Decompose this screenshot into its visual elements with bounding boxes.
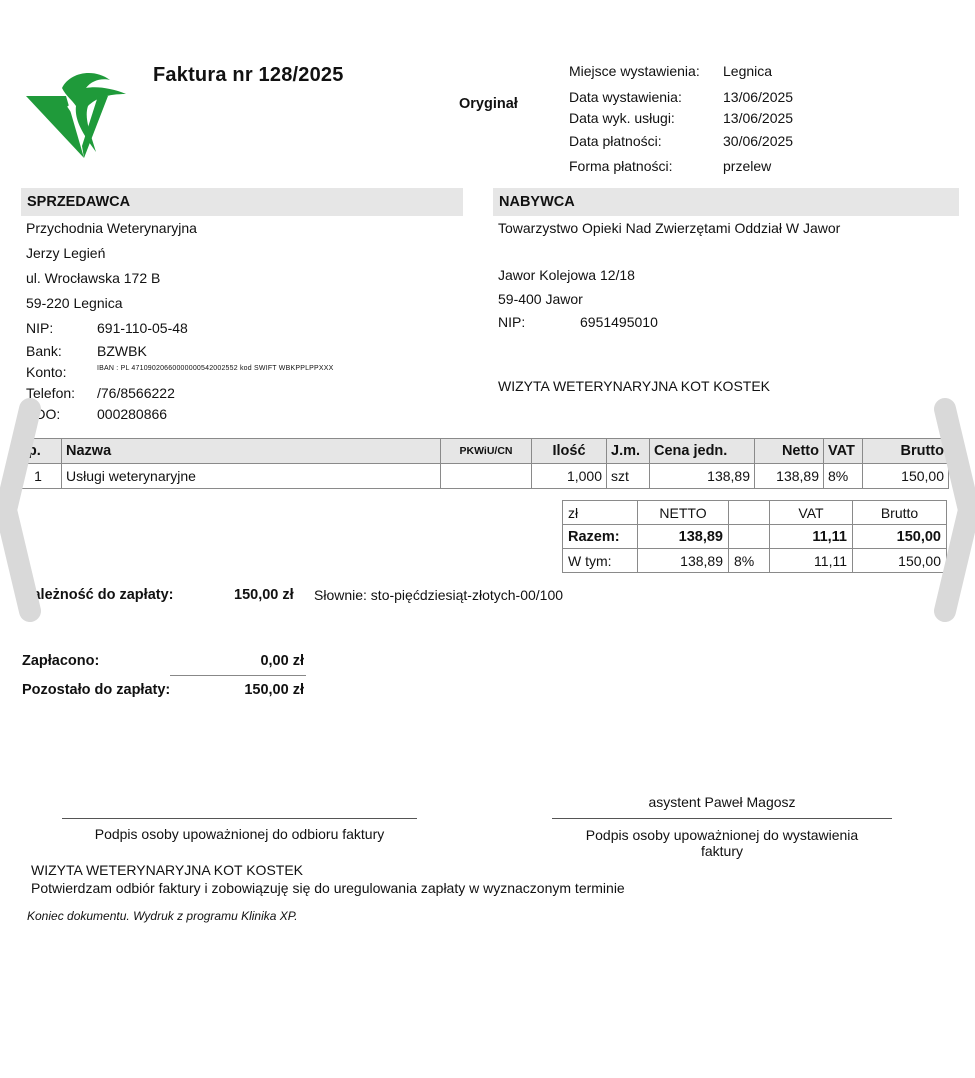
table-row: [15, 464, 949, 489]
meta-value: 13/06/2025: [723, 110, 794, 126]
col-name: Nazwa: [62, 439, 441, 464]
col-unit-price: Cena jedn.: [650, 439, 755, 464]
cell-unit: szt: [607, 464, 650, 489]
col-gross: Brutto: [863, 439, 949, 464]
meta-label: Forma płatności:: [569, 158, 673, 174]
seller-nip-label: NIP:: [26, 320, 54, 336]
issuer-caption-line1: Podpis osoby upoważnionej do wystawienia: [585, 827, 859, 843]
seller-bank-value: BZWBK: [97, 343, 147, 359]
items-table: [14, 438, 949, 489]
totals-header-row: [563, 501, 947, 525]
clinic-logo: [22, 66, 130, 166]
amount-due-label: Należność do zapłaty:: [22, 587, 174, 603]
seller-nip-value: 691-110-05-48: [97, 320, 188, 336]
meta-value: 13/06/2025: [723, 89, 794, 105]
receiver-signature-caption: Podpis osoby upoważnionej do odbioru faktury: [94, 826, 385, 842]
totals-sum-net: 138,89: [638, 525, 729, 549]
paid-underline: [170, 675, 306, 676]
seller-city: 59-220 Legnica: [26, 295, 123, 311]
buyer-city: 59-400 Jawor: [498, 291, 583, 307]
col-qty: Ilość: [532, 439, 607, 464]
chevron-right-icon[interactable]: [931, 395, 975, 625]
seller-account-label: Konto:: [26, 364, 67, 380]
issuer-signature-caption: [552, 827, 892, 859]
seller-bdo-value: 000280866: [97, 406, 168, 422]
totals-sum-label: Razem:: [563, 525, 638, 549]
remaining-label: Pozostało do zapłaty:: [22, 682, 171, 698]
seller-bank-label: Bank:: [26, 343, 62, 359]
col-vat: VAT: [824, 439, 863, 464]
seller-street: ul. Wrocławska 172 B: [26, 270, 161, 286]
seller-bdo-label: BDO:: [26, 406, 61, 422]
seller-phone-value: /76/8566222: [97, 385, 175, 401]
paid-label: Zapłacono:: [22, 653, 100, 669]
cell-vat: 8%: [824, 464, 863, 489]
chevron-left-icon[interactable]: [0, 395, 44, 625]
cell-qty: 1,000: [532, 464, 607, 489]
totals-gross-head: Brutto: [853, 501, 947, 525]
totals-breakdown-gross: 150,00: [853, 549, 947, 573]
issuer-caption-line2: faktury: [700, 843, 743, 859]
totals-breakdown-label: W tym:: [563, 549, 638, 573]
buyer-nip-label: NIP:: [498, 314, 526, 330]
cell-lp: 1: [15, 464, 62, 489]
seller-nip: [26, 320, 326, 338]
col-lp: Lp.: [15, 439, 62, 464]
buyer-name: Towarzystwo Opieki Nad Zwierzętami Oddział W Jawor: [498, 220, 841, 236]
totals-sum-gross: 150,00: [853, 525, 947, 549]
seller-person: Jerzy Legień: [26, 245, 106, 261]
amount-due-value: 150,00 zł: [234, 587, 294, 603]
seller-account-value: IBAN : PL 47109020660000000542002552 kod SWIFT WBKPPLPPXXX: [97, 365, 334, 372]
seller-account: [26, 364, 426, 382]
remaining-value: 150,00 zł: [244, 682, 304, 698]
buyer-nip: [498, 314, 798, 332]
footer-note: WIZYTA WETERYNARYJNA KOT KOSTEK: [31, 862, 304, 878]
seller-heading: SPRZEDAWCA: [21, 188, 463, 216]
buyer-street: Jawor Kolejowa 12/18: [498, 267, 635, 283]
buyer-note: WIZYTA WETERYNARYJNA KOT KOSTEK: [498, 378, 771, 394]
seller-phone: [26, 385, 326, 403]
totals-breakdown-net: 138,89: [638, 549, 729, 573]
buyer-nip-value: 6951495010: [580, 314, 658, 330]
totals-rate-head: [729, 501, 770, 525]
seller-bank: [26, 343, 326, 361]
cell-unit-price: 138,89: [650, 464, 755, 489]
amount-in-words: Słownie: sto-pięćdziesiąt-złotych-00/100: [314, 587, 564, 603]
col-unit: J.m.: [607, 439, 650, 464]
col-pkwiu: PKWiU/CN: [441, 439, 532, 464]
meta-label: Data wyk. usługi:: [569, 110, 675, 126]
items-header-row: [15, 439, 949, 464]
totals-breakdown-vat: 11,11: [770, 549, 853, 573]
buyer-heading: NABYWCA: [493, 188, 959, 216]
col-net: Netto: [755, 439, 824, 464]
meta-value: 30/06/2025: [723, 133, 794, 149]
seller-bdo: [26, 406, 326, 424]
cell-net: 138,89: [755, 464, 824, 489]
meta-value: przelew: [723, 158, 772, 174]
totals-net-head: NETTO: [638, 501, 729, 525]
totals-breakdown-row: [563, 549, 947, 573]
cell-gross: 150,00: [863, 464, 949, 489]
meta-label: Data płatności:: [569, 133, 662, 149]
invoice-title: Faktura nr 128/2025: [153, 64, 344, 86]
cell-pkwiu: [441, 464, 532, 489]
seller-phone-label: Telefon:: [26, 385, 76, 401]
meta-label: Miejsce wystawienia:: [569, 63, 700, 79]
totals-currency: zł: [563, 501, 638, 525]
cell-name: Usługi weterynaryjne: [62, 464, 441, 489]
original-label: Oryginał: [459, 96, 518, 112]
meta-value: Legnica: [723, 63, 773, 79]
paid-value: 0,00 zł: [260, 653, 304, 669]
totals-table: [562, 500, 947, 573]
meta-label: Data wystawienia:: [569, 89, 682, 105]
receiver-signature-line: [62, 818, 417, 819]
totals-breakdown-rate: 8%: [729, 549, 770, 573]
seller-name: Przychodnia Weterynaryjna: [26, 220, 197, 236]
totals-sum-rate: [729, 525, 770, 549]
totals-sum-row: [563, 525, 947, 549]
totals-vat-head: VAT: [770, 501, 853, 525]
issuer-signature-line: [552, 818, 892, 819]
footer-confirmation: Potwierdzam odbiór faktury i zobowiązuję się do uregulowania zapłaty w wyznaczonym terminie: [31, 880, 625, 896]
footer-end: Koniec dokumentu. Wydruk z programu Klinika XP.: [27, 909, 298, 923]
totals-sum-vat: 11,11: [770, 525, 853, 549]
issuer-name: asystent Paweł Magosz: [648, 794, 796, 810]
